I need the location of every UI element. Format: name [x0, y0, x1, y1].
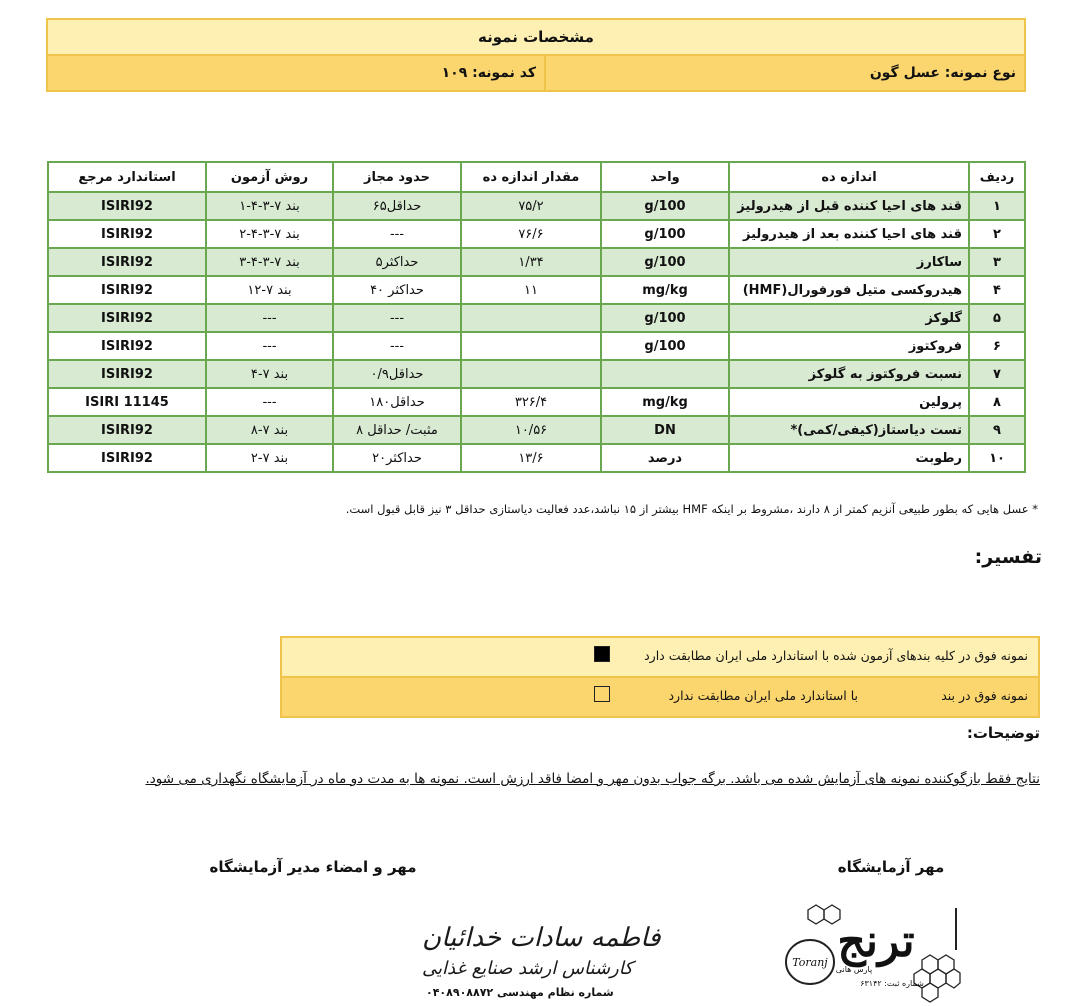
- svg-text:شماره ثبت: ۶۳۱۴۲: شماره ثبت: ۶۳۱۴۲: [860, 979, 924, 988]
- svg-text:پارس هانی: پارس هانی: [835, 965, 873, 974]
- table-row: [48, 388, 1025, 416]
- toranj-logo: [780, 900, 960, 1004]
- cell-parameter: تست دیاستاز(کیفی/کمی)*: [729, 416, 969, 444]
- cell-standard: ISIRI92: [48, 276, 206, 304]
- cell-standard: ISIRI92: [48, 220, 206, 248]
- cell-limit: حداقل۱۸۰: [333, 388, 461, 416]
- cell-method: ---: [206, 304, 333, 332]
- cell-parameter: هیدروکسی متیل فورفورال(HMF): [729, 276, 969, 304]
- cell-standard: ISIRI92: [48, 248, 206, 276]
- cell-parameter: قند های احیا کننده بعد از هیدرولیز: [729, 220, 969, 248]
- cell-method: بند ۷-۱۲: [206, 276, 333, 304]
- cell-standard: ISIRI 11145: [48, 388, 206, 416]
- header-limit: حدود مجاز: [333, 162, 461, 192]
- header-method: روش آزمون: [206, 162, 333, 192]
- results-table: [47, 161, 1026, 473]
- cell-standard: ISIRI92: [48, 192, 206, 220]
- compliance-line-conforms: [280, 636, 1040, 678]
- cell-no: ۵: [969, 304, 1025, 332]
- manager-signature-title: مهر و امضاء مدیر آزمایشگاه: [209, 858, 417, 876]
- cell-no: ۱: [969, 192, 1025, 220]
- cell-no: ۴: [969, 276, 1025, 304]
- svg-text:ترنج: ترنج: [837, 916, 915, 967]
- cell-method: بند ۷-۳-۴-۳: [206, 248, 333, 276]
- conforms-checkbox[interactable]: [594, 646, 610, 662]
- svg-text:فاطمه سادات خدائیان: فاطمه سادات خدائیان: [422, 923, 661, 953]
- table-row: [48, 220, 1025, 248]
- sample-type: نوع نمونه: عسل گون: [544, 56, 1024, 90]
- compliance-line-nonconforms: [280, 678, 1040, 718]
- lab-seal-title: مهر آزمایشگاه: [837, 858, 945, 876]
- cell-no: ۱۰: [969, 444, 1025, 472]
- cell-no: ۳: [969, 248, 1025, 276]
- header-parameter: اندازه ده: [729, 162, 969, 192]
- cell-unit: g/100: [601, 304, 729, 332]
- cell-unit: mg/kg: [601, 276, 729, 304]
- cell-method: بند ۷-۸: [206, 416, 333, 444]
- cell-parameter: گلوکز: [729, 304, 969, 332]
- table-row: [48, 332, 1025, 360]
- table-row: [48, 360, 1025, 388]
- cell-limit: ---: [333, 220, 461, 248]
- spec-info-row: [46, 56, 1026, 92]
- cell-limit: ---: [333, 304, 461, 332]
- cell-unit: g/100: [601, 332, 729, 360]
- cell-method: بند ۷-۳-۴-۲: [206, 220, 333, 248]
- notes-label: توضیحات:: [966, 724, 1040, 742]
- table-row: [48, 248, 1025, 276]
- cell-value: ۱۰/۵۶: [461, 416, 601, 444]
- cell-method: ---: [206, 332, 333, 360]
- sample-spec-box: [46, 18, 1026, 92]
- cell-standard: ISIRI92: [48, 416, 206, 444]
- header-unit: واحد: [601, 162, 729, 192]
- header-no: ردیف: [969, 162, 1025, 192]
- compliance-box: [280, 636, 1040, 718]
- cell-method: بند ۷-۴: [206, 360, 333, 388]
- cell-parameter: رطوبت: [729, 444, 969, 472]
- cell-no: ۲: [969, 220, 1025, 248]
- cell-method: بند ۷-۳-۴-۱: [206, 192, 333, 220]
- svg-text:کارشناس ارشد صنایع غذایی: کارشناس ارشد صنایع غذایی: [422, 958, 633, 979]
- cell-value: ۱۱: [461, 276, 601, 304]
- cell-value: [461, 360, 601, 388]
- cell-standard: ISIRI92: [48, 332, 206, 360]
- header-standard: استاندارد مرجع: [48, 162, 206, 192]
- cell-unit: [601, 360, 729, 388]
- footnote: * عسل هایی که بطور طبیعی آنزیم کمتر از ۸ دارند ،مشروط بر اینکه HMF بیشتر از ۱۵ نباشد،عدد فعالیت دیاستازی حداقل ۳ نیز قابل قبول است.: [345, 502, 1038, 516]
- table-row: [48, 416, 1025, 444]
- nonconforms-text-a: نمونه فوق در بند: [941, 688, 1028, 703]
- cell-unit: g/100: [601, 248, 729, 276]
- cell-value: ۱/۳۴: [461, 248, 601, 276]
- svg-text:Toranj: Toranj: [792, 956, 828, 969]
- cell-unit: mg/kg: [601, 388, 729, 416]
- cell-limit: مثبت/ حداقل ۸: [333, 416, 461, 444]
- cell-unit: g/100: [601, 220, 729, 248]
- cell-standard: ISIRI92: [48, 444, 206, 472]
- cell-unit: درصد: [601, 444, 729, 472]
- table-header-row: [48, 162, 1025, 192]
- cell-value: [461, 304, 601, 332]
- cell-limit: حداکثر۵: [333, 248, 461, 276]
- cell-no: ۷: [969, 360, 1025, 388]
- cell-standard: ISIRI92: [48, 304, 206, 332]
- cell-unit: DN: [601, 416, 729, 444]
- sample-code: کد نمونه: ۱۰۹: [441, 65, 536, 81]
- svg-text:شماره نظام مهندسی ۰۴۰۸۹۰۸۸۷۲: شماره نظام مهندسی ۰۴۰۸۹۰۸۸۷۲: [426, 986, 614, 999]
- cell-limit: حداقل۶۵: [333, 192, 461, 220]
- nonconforms-checkbox[interactable]: [594, 686, 610, 702]
- cell-no: ۸: [969, 388, 1025, 416]
- cell-method: ---: [206, 388, 333, 416]
- cell-method: بند ۷-۲: [206, 444, 333, 472]
- table-row: [48, 304, 1025, 332]
- cell-parameter: نسبت فروکتوز به گلوکز: [729, 360, 969, 388]
- cell-limit: حداقل۰/۹: [333, 360, 461, 388]
- cell-standard: ISIRI92: [48, 360, 206, 388]
- cell-parameter: پرولین: [729, 388, 969, 416]
- cell-limit: حداکثر ۴۰: [333, 276, 461, 304]
- cell-value: ۷۵/۲: [461, 192, 601, 220]
- cell-parameter: ساکارز: [729, 248, 969, 276]
- manager-signature: [214, 912, 661, 1002]
- spec-title: مشخصات نمونه: [46, 18, 1026, 56]
- cell-value: ۳۲۶/۴: [461, 388, 601, 416]
- cell-no: ۶: [969, 332, 1025, 360]
- interpretation-label: تفسیر:: [974, 546, 1042, 568]
- table-row: [48, 444, 1025, 472]
- cell-parameter: فروکتوز: [729, 332, 969, 360]
- cell-value: [461, 332, 601, 360]
- cell-value: ۷۶/۶: [461, 220, 601, 248]
- cell-limit: حداکثر۲۰: [333, 444, 461, 472]
- cell-limit: ---: [333, 332, 461, 360]
- table-row: [48, 276, 1025, 304]
- cell-parameter: قند های احیا کننده قبل از هیدرولیز: [729, 192, 969, 220]
- disclaimer: نتایج فقط بازگوکننده نمونه های آزمایش شده می باشد. برگه جواب بدون مهر و امضا فاقد ارزش است. نمونه ها به مدت دو ماه در آزمایشگاه نگهداری می شود.: [145, 771, 1040, 787]
- cell-unit: g/100: [601, 192, 729, 220]
- nonconforms-text-b: با استاندارد ملی ایران مطابقت ندارد: [668, 688, 858, 703]
- cell-value: ۱۳/۶: [461, 444, 601, 472]
- conforms-text: نمونه فوق در کلیه بندهای آزمون شده با استاندارد ملی ایران مطابقت دارد: [644, 648, 1028, 663]
- header-value: مقدار اندازه ده: [461, 162, 601, 192]
- cell-no: ۹: [969, 416, 1025, 444]
- table-row: [48, 192, 1025, 220]
